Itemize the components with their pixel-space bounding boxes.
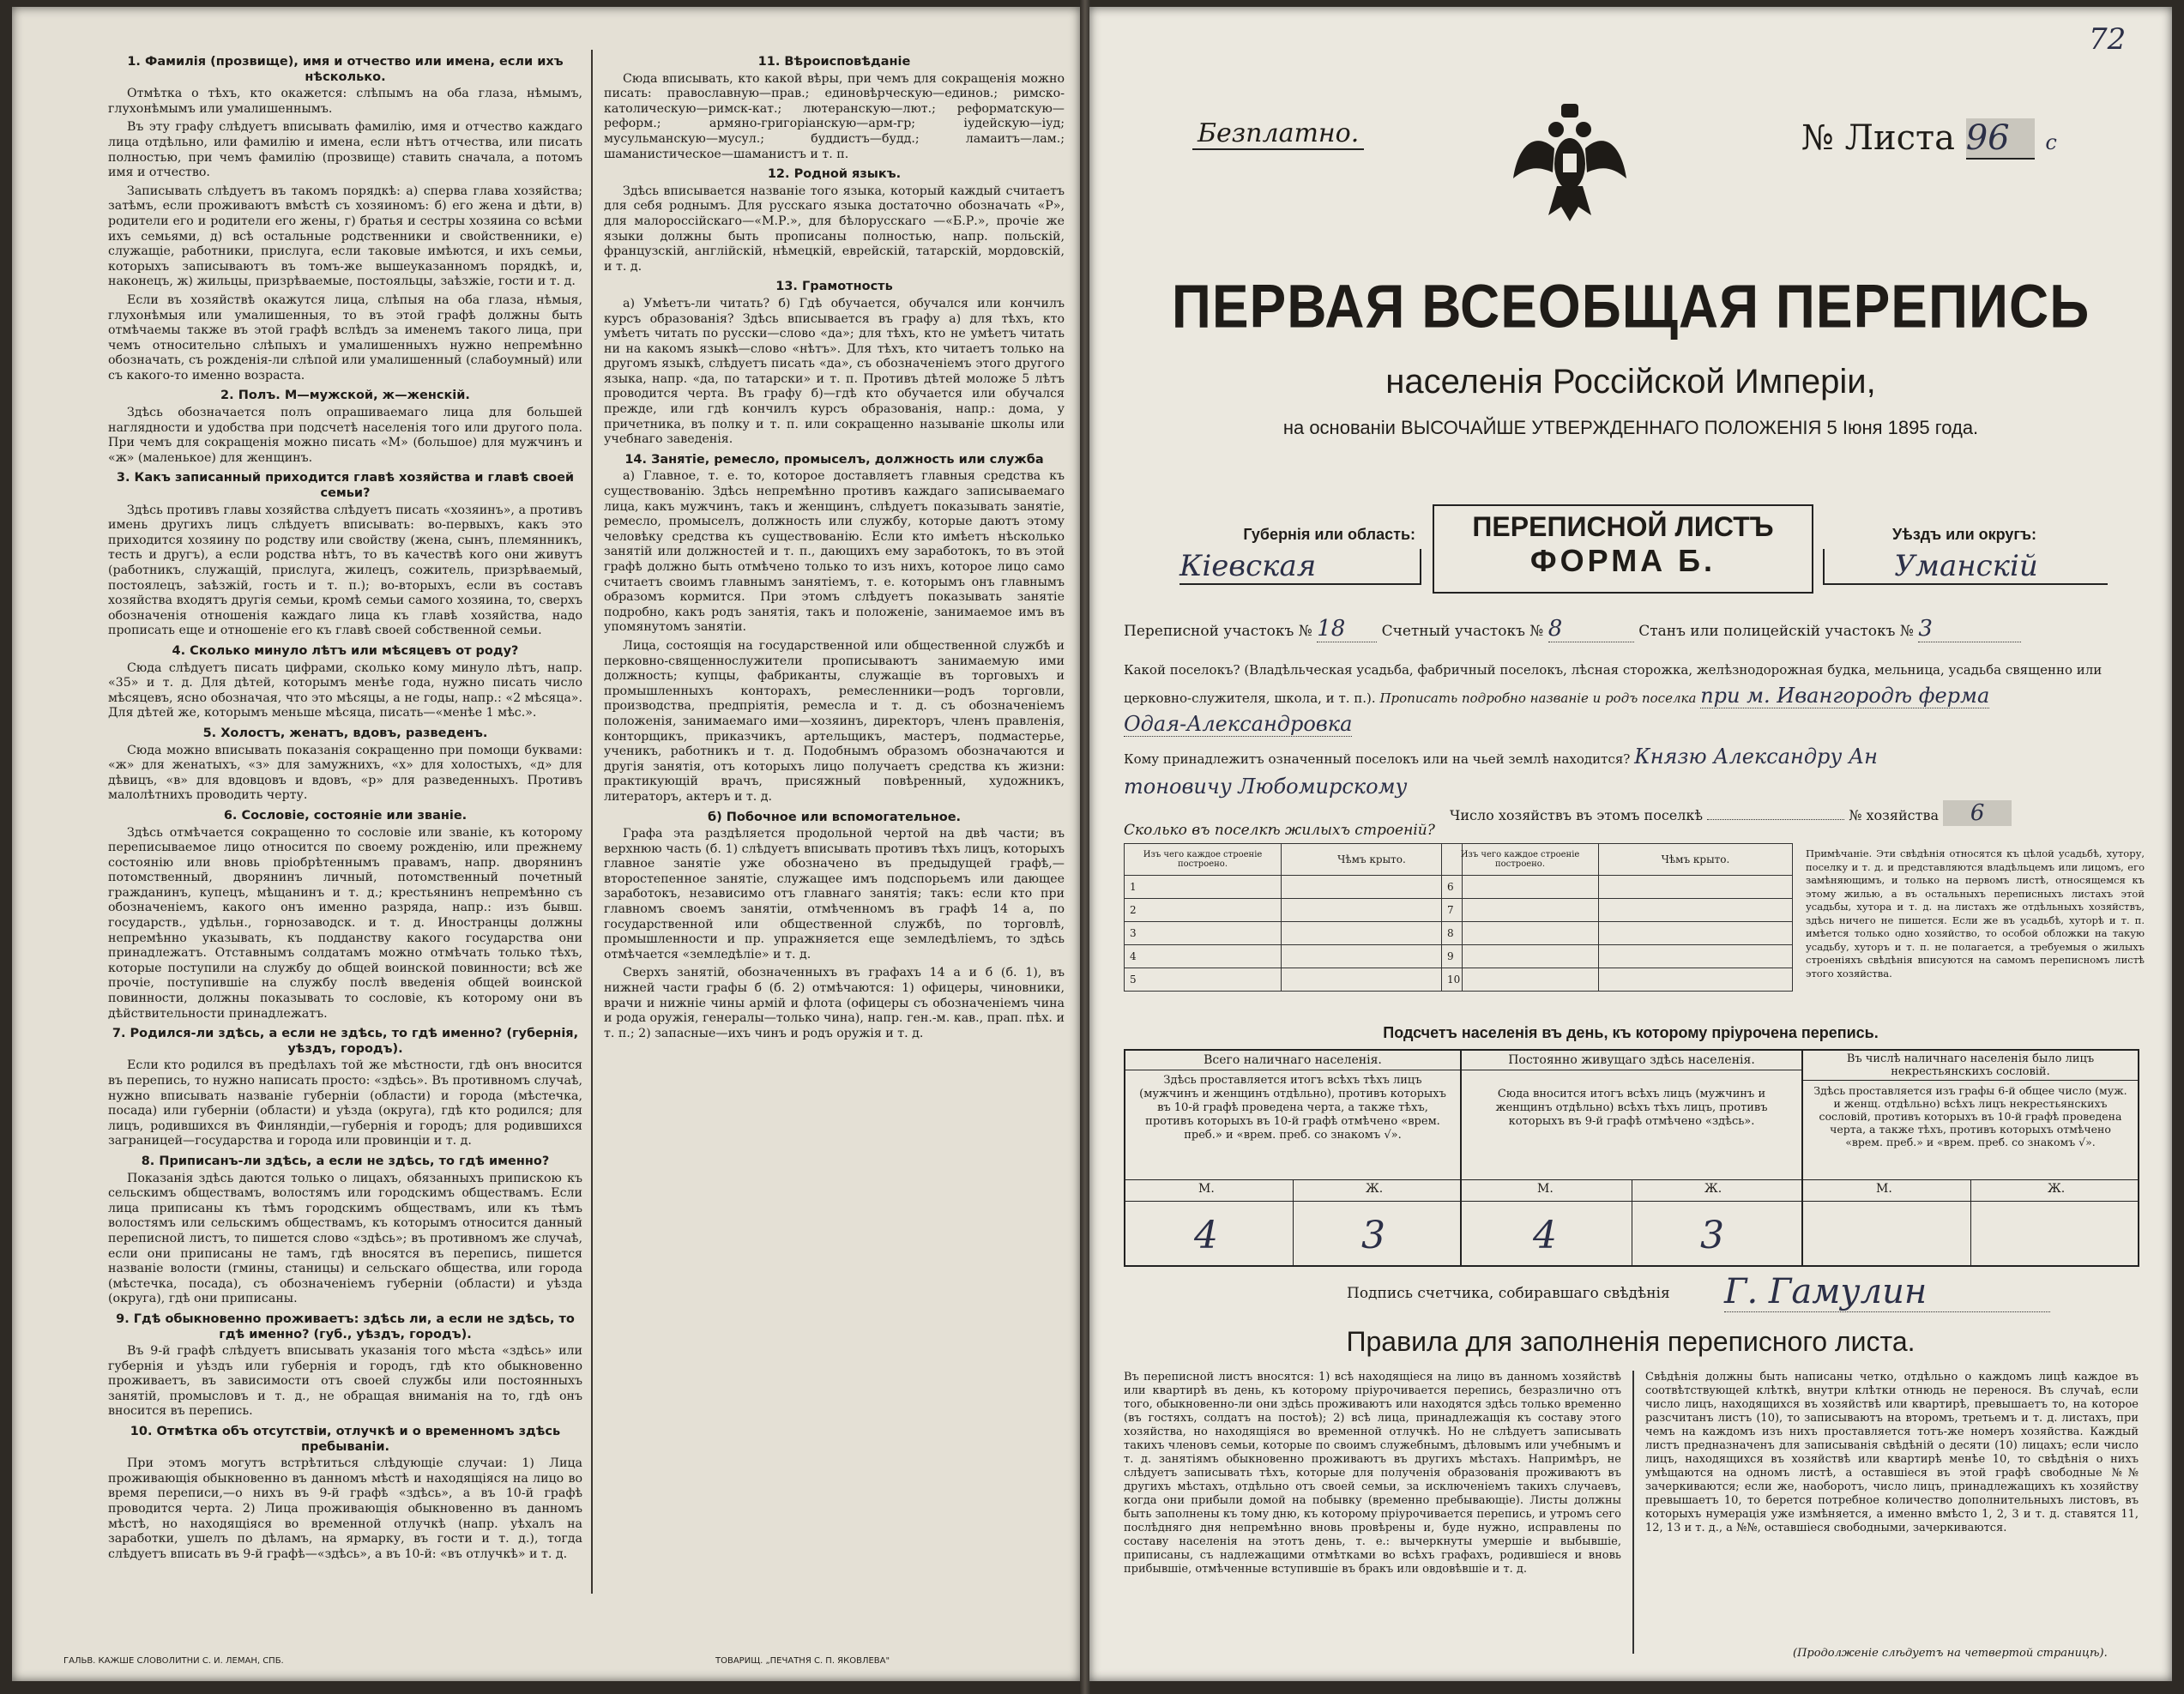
section-paragraph: При этомъ могутъ встрѣтиться слѣдующіе случаи: 1) Лица проживающія обыкновенно въ данномъ мѣстѣ и находящіяся на лицо во время переписи,—о нихъ въ 9-й графѣ «здѣсь», а въ 10-й графѣ проводится черта. 2) Лица проживающія обыкновенно въ данномъ мѣстѣ, но находящіяся во временной отлучкѣ (напр. уѣхалъ на заработки, ушелъ по дѣламъ, на ярмарку, въ гости и т. д.), тогда слѣдуетъ вписать въ 9-й графѣ—«здѣсь», а въ 10-й: «въ отлучкѣ» и т. д. bbox=[108, 1456, 582, 1561]
section-heading: 9. Гдѣ обыкновенно проживаетъ: здѣсь ли, а если не здѣсь, то гдѣ именно? (губ., уѣздъ, городъ). bbox=[116, 1311, 575, 1341]
total-female: 3 bbox=[1361, 1214, 1385, 1257]
district-value: 18 bbox=[1317, 616, 1377, 642]
bld-row-10: 10 bbox=[1442, 968, 1599, 992]
section-paragraph: Записывать слѣдуетъ въ такомъ порядкѣ: а) сперва глава хозяйства; затѣмъ, если проживаютъ вмѣстѣ съ хозяиномъ: б) его жена и дѣти, в) родители его и родители его жены, г) братья и сестры хозяина со всѣми ихъ семьями, д) всѣ остальные родственники и свойственники, е) служащіе, работники, прислуга, если таковые имѣются, и ихъ семьи, которыхъ записываютъ въ томъ-же вышеуказанномъ порядкѣ, и, наконецъ, ж) жильцы, призрѣваемые, постояльцы, заѣзжіе, гости и т. д. bbox=[108, 184, 582, 289]
sheet-number-field bbox=[1801, 118, 2057, 160]
count-zh-2: Ж. bbox=[1704, 1182, 1722, 1196]
section-paragraph: Лица, состоящія на государственной или общественной службѣ и перковно-священнослужители прописываютъ занимаемую ими должность; купцы, фабриканты, служащіе въ торговыхъ и промышленныхъ конторахъ, ремесленники—родъ торговли, производства, предпріятія, ремесла и т. д. съ обозначеніемъ положенія, занимаемаго ими—хозяинъ, директоръ, членъ правленія, конторщикъ, приказчикъ, артельщикъ, мастеръ, подмастерье, ученикъ, работникъ и т. д. Подобнымъ образомъ обозначаются и другія занятія, отъ которыхъ лицо получаетъ средства къ жизни: практикующій врачъ, присяжный повѣренный, художникъ, литераторъ, актеръ и т. д. bbox=[604, 638, 1065, 804]
section-paragraph: Сюда можно вписывать показанія сокращенно при помощи буквами: «ж» для женатыхъ, «з» для замужнихъ, «х» для холостыхъ, «д» для дѣвицъ, «в» для вдовцовъ и вдовъ, «р» для разведенныхъ. Противъ малолѣтнихъ проводить черту. bbox=[108, 743, 582, 803]
instructions-column-2 bbox=[604, 50, 1065, 1594]
rules-left: Въ переписной листъ вносятся: 1) всѣ находящіеся на лицо въ данномъ хозяйствѣ или квартирѣ въ день, къ которому пріурочивается перепись, безразлично отъ того, обыкновенно-ли они здѣсь проживаютъ или находятся здѣсь только временно (въ гостяхъ, солдатъ на постоѣ); 2) всѣ лица, принадлежащія къ составу этого хозяйства, но находящіяся во временной отлучкѣ. Но не слѣдуетъ записывать такихъ членовъ семьи, которые по своимъ служебнымъ, дѣловымъ или учебнымъ и т. д. занятіямъ обыкновенно проживаютъ въ другихъ мѣстахъ. Напримѣръ, не слѣдуетъ записывать тѣхъ, которые для полученія образованія проживаютъ въ другихъ мѣстахъ, отдѣльно отъ своей семьи, за исключеніемъ такихъ случаевъ, когда они прибыли домой на побывку (временно пребывающіе). Листы должны быть заполнены къ тому дню, къ которому пріурочивается перепись, и утромъ сего послѣдняго дня непремѣнно вновь провѣрены и, буде нужно, исправлены по составу населенія на этотъ день, т. е.: вычеркнуты умершіе и выбывшіе, приписаны, съ надлежащими отмѣтками во всѣхъ графахъ, родившіеся и вновь прибывшіе, отмѣченные вступившіе въ бракъ или овдовѣвшіе и т. д. bbox=[1124, 1371, 1621, 1576]
section-heading: б) Побочное или вспомогательное. bbox=[707, 810, 962, 824]
count-col-2-title: Постоянно живущаго здѣсь населенія. bbox=[1462, 1051, 1801, 1070]
buildings-note: Примѣчаніе. Эти свѣдѣнія относятся къ цѣлой усадьбѣ, хутору, поселку и т. д. и представляются владѣльцемъ или лицомъ, его замѣняющимъ, и только на первомъ листѣ, относящемся къ этому жилью, а въ остальныхъ переписныхъ листахъ этой усадьбы, хутора и т. д. на листахъ же отдѣльныхъ хозяйствъ, здѣсь ничего не пишется. Если же въ усадьбѣ, хуторѣ и т. п. имѣется только одно хозяйство, то особой обложки на такую усадьбу, хуторъ и т. п. не полагается, а требуемыя о жилыхъ строеніяхъ свѣдѣнія вписуются на самомъ переписномъ листѣ этого хозяйства. bbox=[1806, 847, 2145, 980]
permanent-female: 3 bbox=[1700, 1214, 1724, 1257]
settlement-hint: Прописать подробно названіе и родъ поселка bbox=[1379, 690, 1697, 706]
signature-label: Подпись счетчика, собиравшаго свѣдѣнія bbox=[1347, 1285, 1670, 1302]
section-paragraph: а) Умѣетъ-ли читать? б) Гдѣ обучается, обучался или кончилъ курсъ образованія? Здѣсь вписывается въ графу а) для тѣхъ, кто умѣетъ читать по русски—слово «да»; для тѣхъ, кто не умѣетъ читать ни на какомъ языкѣ—слово «нѣтъ». Для тѣхъ, кто читаетъ только на другомъ языкѣ, слѣдуетъ писать «да», съ обозначеніемъ этого другого языка, напр. «да, по татарски» и т. п. Противъ дѣтей моложе 5 лѣтъ проводится черта. Въ графу б)—гдѣ кто обучается или обучался прежде, или гдѣ кончилъ курсъ образованія, напр.: дома, у причетника, въ полку и т. п. или сокращенно называніе школы или учебнаго заведенія. bbox=[604, 296, 1065, 447]
sheet-label: № Листа bbox=[1801, 118, 1955, 158]
rules-right: Свѣдѣнія должны быть написаны четко, отдѣльно о каждомъ лицѣ каждое въ соотвѣтствующей клѣткѣ, внутри клѣтки отнюдь не перенося. Въ случаѣ, если число лицъ, находящихся въ хозяйствѣ или квартирѣ, превышаетъ то, на которое разсчитанъ листъ (10), то записываютъ на второмъ, третьемъ и т. д. листахъ, при чемъ на каждомъ изъ нихъ проставляется тотъ-же номеръ хозяйства. Каждый листъ предназначенъ для записыванія свѣдѣній о десяти (10) лицахъ; если число лицъ, находящихся въ хозяйствѣ или квартирѣ менѣе 10, то свѣдѣнія о нихъ умѣщаются на одномъ листѣ, а оставшіеся въ этой графѣ свободные №№ зачеркиваются; если же, наоборотъ, число лицъ, принадлежащихъ къ хозяйству превышаетъ 10, то берется потребное количество дополнительныхъ листовъ, въ которыхъ нумерація уже измѣняется, а именно вмѣсто 1, 2, 3 и т. д. ставятся 11, 12, 13 и т. д., а №№, оставшіеся свободными, зачеркиваются. bbox=[1645, 1371, 2139, 1534]
count-zh-3: Ж. bbox=[2048, 1182, 2066, 1196]
bld-row-6: 6 bbox=[1442, 876, 1599, 899]
rules-title: Правила для заполненія переписного листа. bbox=[1346, 1326, 1916, 1357]
section-heading: 2. Полъ. М—мужской, ж—женскій. bbox=[220, 389, 470, 403]
sheet-number: 96 bbox=[1966, 118, 2035, 160]
count-col-1-desc: Здѣсь проставляется итогъ всѣхъ тѣхъ лицъ (мужчинъ и женщинъ отдѣльно), противъ которыхъ въ 10-й графѣ проведена черта, а также тѣхъ, противъ которыхъ въ 10-й графѣ отмѣчено «врем. преб.» и «врем. преб. со знакомъ √». bbox=[1139, 1074, 1446, 1142]
section-paragraph: Въ эту графу слѣдуетъ вписывать фамилію, имя и отчество каждаго лица отдѣльно, или фамилію и имена, если нѣтъ отчества, или писать полностью, при чемъ фамилію (прозвище) ставить сначала, а потомъ имя и отчество. bbox=[108, 120, 582, 180]
imperial-eagle-emblem bbox=[1510, 97, 1630, 226]
section-paragraph: Графа эта раздѣляется продольной чертой на двѣ части; въ верхнюю часть (б. 1) слѣдуетъ вписывать противъ тѣхъ лицъ, которыхъ главное занятіе уже обозначено въ предыдущей графѣ,—второстепенное занятіе, служащее имъ подспорьемъ или дающее заработокъ, независимо отъ главнаго занятія; такъ: если кто при главномъ своемъ занятіи, отмѣченномъ въ графѣ 14 а, по государственной или общественной службѣ, по торговлѣ, промышленности и пр. упражняется еще земледѣліемъ, то здѣсь отмѣчается «земледѣліе» и т. д. bbox=[604, 827, 1065, 962]
population-count-table bbox=[1124, 1049, 2139, 1267]
settlement-q: Какой поселокъ? (Владѣльческая усадьба, фабричный поселокъ, лѣсная сторожка, желѣзнодорожная будка, мельница, усадьба священно или церковно-служителя, школа, и т. п.). bbox=[1124, 662, 2103, 706]
count-m-3: М. bbox=[1876, 1182, 1892, 1196]
section-paragraph: Здѣсь противъ главы хозяйства слѣдуетъ писать «хозяинъ», а противъ имень другихъ лицъ слѣдуетъ вписывать: во-первыхъ, какъ это приходится хозяину по родству или свойству (жена, сынъ, племянникъ, тесть и другъ), а если родства нѣтъ, то въ качествѣ кого они живутъ (работникъ, служащій, прислуга, жилецъ, сожитель, призрѣваемый, постоялецъ, заѣзжій, гость и т. п.); во-вторыхъ, если въ составъ хозяйства входятъ другія семьи, кромѣ семьи самого хозяина, то, сверхъ обозначенія отношенія каждаго лица къ главѣ хозяйства, надо прописать еще и отношеніе его къ главѣ своей собственной семьи. bbox=[108, 503, 582, 638]
bld-row-9: 9 bbox=[1442, 945, 1599, 968]
settlement-value-1: при м. Ивангородѣ ферма bbox=[1700, 684, 1990, 708]
settlement-value-2: Одая-Александровка bbox=[1124, 712, 1353, 736]
households-row bbox=[1450, 800, 2136, 826]
gubernia-label: Губернія или область: bbox=[1243, 526, 1415, 543]
owner-value-2: тоновичу Любомирскому bbox=[1124, 775, 1408, 799]
bld-row-8: 8 bbox=[1442, 922, 1599, 945]
bld-row-2: 2 bbox=[1125, 899, 1282, 922]
imprint-right: ТОВАРИЩ. „ПЕЧАТНЯ С. П. ЯКОВЛЕВА" bbox=[715, 1656, 890, 1666]
count-zh-1: Ж. bbox=[1366, 1182, 1384, 1196]
permanent-male: 4 bbox=[1533, 1214, 1557, 1257]
section-paragraph: Показанія здѣсь даются только о лицахъ, обязанныхъ припискою къ сельскимъ обществамъ, волостямъ или городскимъ обществамъ. Если лица приписаны къ тѣмъ городскимъ обществамъ, или къ тѣмъ волостямъ или сельскимъ обществамъ, къ которымъ относится данный переписной листъ, то пишется слово «здѣсь»; въ противномъ же случаѣ, если они приписаны не тамъ, гдѣ вносятся въ перепись, пишется названіе волости (гмины, станицы) и сельскаго общества, или города (мѣстечка, посада), съ обозначеніемъ губерніи (области) и уѣзда (округа), гдѣ они приписаны. bbox=[108, 1171, 582, 1306]
bld-row-3: 3 bbox=[1125, 922, 1282, 945]
document-subtitle: населенія Россійской Имперіи, bbox=[1385, 363, 1876, 401]
form-subtitle: ФОРМА Б. bbox=[1529, 543, 1716, 578]
legal-basis: на основаніи ВЫСОЧАЙШЕ УТВЕРЖДЕННАГО ПОЛОЖЕНІЯ 5 Іюня 1895 года. bbox=[1282, 417, 1979, 438]
section-paragraph: Здѣсь отмѣчается сокращенно то сословіе или званіе, къ которому перепиcываемое лицо относится по своему рожденію, или прежнему состоянію или вновь пріобрѣтеннымъ правамъ, напр. дворянинъ потомственный, дворянинъ личный, потомственный почетный гражданинъ, купецъ, мѣщанинъ и т. д.; крестьянинъ непремѣнно съ обозначеніемъ, какого онъ именно разряда, напр.: изъ бывш. государств., удѣльн., горнозаводск. и т. д. Иностранцы должны непремѣнно указывать, къ подданству какого государства они принадлежатъ. Отставнымъ солдатамъ можно отмѣчать только тѣхъ, которые поступили на службу до общей воинской повинности; всѣ же прочіе, поступившіе на службу послѣ введенія общей воинской повинности, должны показывать то сословіе, къ которому они въ дѣйствительности принадлежатъ. bbox=[108, 825, 582, 1021]
bld-row-5: 5 bbox=[1125, 968, 1282, 992]
section-paragraph: Если въ хозяйствѣ окажутся лица, слѣпыя на оба глаза, нѣмыя, глухонѣмыя или умалишенныя, то въ этой графѣ должны быть отмѣчаемы также въ этой графѣ вслѣдъ за именемъ такого лица, при чемъ относительно слѣпыхъ и умалишенныхъ нужно непремѣнно обозначать, съ рожденія-ли слѣпой или умалишенный (слабоумный) или съ какого-то именно возраста. bbox=[108, 292, 582, 383]
settlement-question bbox=[1124, 657, 2136, 739]
section-heading: 5. Холостъ, женатъ, вдовъ, разведенъ. bbox=[202, 726, 488, 740]
household-no-value: 6 bbox=[1943, 800, 2012, 826]
uezd-value: Уманскій bbox=[1823, 549, 2108, 585]
bld-row-1: 1 bbox=[1125, 876, 1282, 899]
right-page bbox=[1089, 7, 2172, 1681]
section-heading: 4. Сколько минуло лѣтъ или мѣсяцевъ от роду? bbox=[172, 643, 519, 658]
section-paragraph: а) Главное, т. е. то, которое доставляетъ главныя средства къ существованію. Здѣсь непремѣнно противъ каждаго записываемаго лица, какъ мужчинъ, такъ и женщинъ, слѣдуетъ показывать занятіе, ремесло, промыселъ, должность или службу, которые даютъ этому человѣку средства къ существованію. Если кто имѣетъ нѣсколько занятій или должностей и т. п., дающихъ ему заработокъ, то въ этой графѣ должно быть отмѣчено только то изъ нихъ, которое лицо само считаетъ своимъ главнымъ занятіемъ, т. е. которымъ онъ главнымъ образомъ кормится. При этомъ слѣдуетъ показывать занятіе подробно, какъ родъ занятія, такъ и положеніе, занимаемое имъ въ упомянутомъ занятіи. bbox=[604, 469, 1065, 635]
buildings-table-left bbox=[1124, 843, 1463, 992]
count-m-1: М. bbox=[1198, 1182, 1215, 1196]
sheet-suffix: с bbox=[2045, 130, 2057, 154]
count-m-2: М. bbox=[1537, 1182, 1554, 1196]
count-col-3-desc: Здѣсь проставляется изъ графы 6-й общее число (муж. и женщ. отдѣльно) всѣхъ лицъ некрестьянскихъ сословій, противъ которыхъ въ 10-й графѣ проведена черта, а также тѣхъ, противъ которыхъ отмѣчено «врем. преб.» и «врем. преб. со знакомъ √». bbox=[1813, 1084, 2127, 1148]
instructions-column-1 bbox=[108, 50, 582, 1594]
count-title: Подсчетъ населенія въ день, къ которому пріурочена перепись. bbox=[1383, 1024, 1879, 1041]
bld-row-7: 7 bbox=[1442, 899, 1599, 922]
bld-header-roof: Чѣмъ крыто. bbox=[1282, 844, 1463, 876]
gubernia-value: Кіевская bbox=[1179, 549, 1421, 585]
section-paragraph: Въ 9-й графѣ слѣдуетъ вписывать указанія того мѣста «здѣсь» или губернія и уѣздъ или губернія и городъ, гдѣ кто обыкновенно проживаетъ, въ зависимости отъ своей службы или постоянныхъ занятій, промысловъ и т. д., не обращая вниманія на то, гдѣ онъ вносится въ перепись. bbox=[108, 1344, 582, 1419]
section-heading: 13. Грамотность bbox=[775, 280, 893, 294]
form-title-box bbox=[1433, 504, 1813, 594]
section-paragraph: Отмѣтка о тѣхъ, кто окажется: слѣпымъ на оба глаза, нѣмымъ, глухонѣмымъ или умалишеннымъ. bbox=[108, 87, 582, 116]
total-male: 4 bbox=[1194, 1214, 1218, 1257]
buildings-table-right bbox=[1441, 843, 1793, 992]
free-label: Безплатно. bbox=[1192, 118, 1364, 150]
section-heading: 14. Занятіе, ремесло, промыселъ, должность или служба bbox=[624, 452, 1044, 467]
count-value: 8 bbox=[1548, 616, 1634, 642]
owner-question bbox=[1124, 743, 2136, 803]
section-heading: 8. Приписанъ-ли здѣсь, а если не здѣсь, то гдѣ именно? bbox=[141, 1154, 550, 1168]
households-label: Число хозяйствъ въ этомъ поселкѣ bbox=[1450, 807, 1704, 823]
bld-row-4: 4 bbox=[1125, 945, 1282, 968]
count-col-total bbox=[1125, 1051, 1462, 1265]
section-heading: 11. Вѣроисповѣданіе bbox=[757, 55, 911, 69]
continued-note: (Продолженіе слѣдуетъ на четвертой страницѣ). bbox=[1793, 1647, 2108, 1660]
district-row bbox=[1124, 616, 2136, 642]
section-heading: 10. Отмѣтка объ отсутствіи, отлучкѣ и о временномъ здѣсь пребываніи. bbox=[130, 1425, 561, 1454]
bld-header-material-2: Изъ чего каждое строеніе построено. bbox=[1442, 844, 1599, 876]
uezd-label: Уѣздъ или округъ: bbox=[1891, 526, 2037, 543]
section-heading: 12. Родной языкъ. bbox=[767, 167, 902, 182]
bld-header-material: Изъ чего каждое строеніе построено. bbox=[1125, 844, 1282, 876]
section-paragraph: Сюда слѣдуетъ писать цифрами, сколько кому минуло лѣтъ, напр. «35» и т. д. Для дѣтей, которымъ менѣе года, нужно писать число мѣсяцевъ, ясно обозначая, что это мѣсяцы, а не годы, напр.: «2 мѣсяца». Для дѣтей же, которымъ меньше мѣсяца, писать—«менѣе 1 мѣс.». bbox=[108, 660, 582, 720]
section-heading: 3. Какъ записанный приходится главѣ хозяйства и главѣ своей семьи? bbox=[116, 471, 575, 501]
bld-header-roof-2: Чѣмъ крыто. bbox=[1599, 844, 1793, 876]
stan-label: Станъ или полицейскій участокъ № bbox=[1638, 623, 1914, 640]
section-paragraph: Если кто родился въ предѣлахъ той же мѣстности, гдѣ онъ вносится въ перепись, то нужно написать просто: «здѣсь». Въ противномъ случаѣ, нужно вписывать названіе губерніи (области) и города (мѣстечка, посада) или губерніи (области) и уѣзда (округа), гдѣ кто родился; для лицъ, родившихся въ Финляндіи,—губернія и городъ; для родившихся заграницей—государства и города или провинціи и т. д. bbox=[108, 1058, 582, 1148]
count-label: Счетный участокъ № bbox=[1381, 623, 1544, 640]
section-paragraph: Здѣсь вписывается названіе того языка, который каждый считаетъ для себя роднымъ. Для русскаго языка достаточно обозначать «Р», для малороссійскаго—«М.Р.», для бѣлорусскаго —«Б.Р.», прочіе же языки должны быть прописаны полностью, напр. польскій, французскій, англійскій, нѣмецкій, еврейскій, татарскій, мордовскій, и т. д. bbox=[604, 184, 1065, 274]
district-label: Переписной участокъ № bbox=[1124, 623, 1312, 640]
count-col-2-desc: Сюда вносится итогъ всѣхъ лицъ (мужчинъ и женщинъ отдѣльно) всѣхъ тѣхъ лицъ, противъ которыхъ въ 9-й графѣ отмѣчено «здѣсь». bbox=[1495, 1088, 1768, 1128]
household-no-label: № хозяйства bbox=[1849, 807, 1939, 823]
column-divider bbox=[591, 50, 593, 1594]
count-col-3-title: Въ числѣ наличнаго населенія было лицъ некрестьянскихъ сословій. bbox=[1803, 1051, 2138, 1081]
stan-value: 3 bbox=[1918, 616, 2021, 642]
counter-signature: Г. Гамулин bbox=[1724, 1272, 2050, 1312]
section-heading: 7. Родился-ли здѣсь, а если не здѣсь, то гдѣ именно? (губернія, уѣздъ, городъ). bbox=[112, 1027, 579, 1056]
form-title: ПЕРЕПИСНОЙ ЛИСТЪ bbox=[1472, 511, 1774, 542]
section-heading: 6. Сословіе, состояніе или званіе. bbox=[223, 808, 468, 823]
count-col-1-title: Всего наличнаго населенія. bbox=[1125, 1051, 1460, 1070]
left-page bbox=[12, 7, 1080, 1681]
imprint-left: ГАЛЬВ. КАЖШЕ СЛОВОЛИТНИ С. И. ЛЕМАН, СПБ. bbox=[63, 1656, 284, 1666]
section-paragraph: Здѣсь обозначается полъ опрашиваемаго лица для большей наглядности и удобства при подсчетѣ населенія того или другого пола. При чемъ для сокращенія можно писать «М» (большое) для мужчинъ и «ж» (маленькое) для женщинъ. bbox=[108, 406, 582, 465]
buildings-question: Сколько въ поселкѣ жилыхъ строеній? bbox=[1124, 822, 1435, 839]
section-paragraph: Сверхъ занятій, обозначенныхъ въ графахъ 14 а и б (б. 1), въ нижней части графы б (б. 2) отмѣчаются: 1) офицеры, чиновники, врачи и нижніе чины армій и флота (офицеры съ обозначеніемъ чина и рода оружія, генералы—только чина), напр. ген.-м. кав., прап. пѣх. и т. п.; 2) запасные—ихъ чинъ и родъ оружія и т. д. bbox=[604, 966, 1065, 1040]
count-col-permanent bbox=[1462, 1051, 1803, 1265]
page-number: 72 bbox=[2089, 22, 2127, 57]
owner-value-1: Князю Александру Ан bbox=[1634, 745, 1878, 769]
section-paragraph: Сюда вписывать, кто какой вѣры, при чемъ для сокращенія можно писать: православную—прав.; единовѣрческую—единов.; римско-католическую—римск-кат.; лютеранскую—лют.; реформатскую—реформ.; армяно-григоріанскую—арм-гр; іудейскую—іуд; мусульманскую—мусул.; буддистъ—будд.; ламаитъ—лам.; шаманистическое—шаманистъ и т. п. bbox=[604, 71, 1065, 161]
section-heading: 1. Фамилія (прозвище), имя и отчество или имена, если ихъ нѣсколько. bbox=[127, 55, 564, 84]
owner-q: Кому принадлежитъ означенный поселокъ или на чьей землѣ находится? bbox=[1124, 751, 1631, 767]
document-title: ПЕРВАЯ ВСЕОБЩАЯ ПЕРЕПИСЬ bbox=[1171, 271, 2090, 341]
